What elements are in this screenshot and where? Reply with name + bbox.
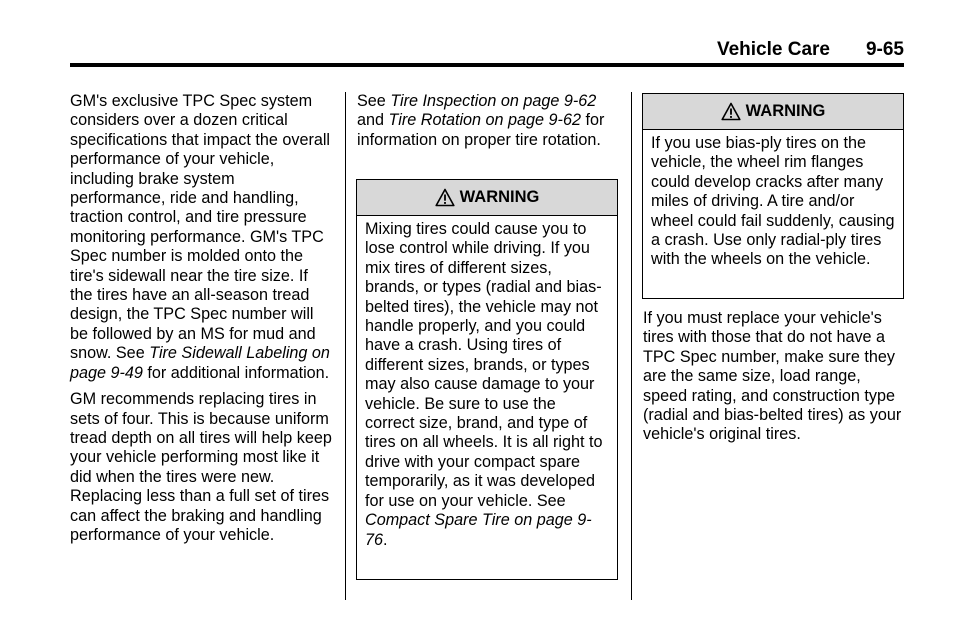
warning-triangle-icon	[435, 188, 455, 207]
warning-body: If you use bias-ply tires on the vehicle, the wheel rim flanges could develop cracks after many miles of driving. A tire and/or wheel could fail suddenly, causing a crash. Use only radial-ply tires with the wheels on the vehicle.	[651, 134, 895, 269]
column-1	[70, 92, 332, 545]
warning-triangle-icon	[721, 102, 741, 121]
warning-body	[357, 216, 617, 550]
paragraph-see-inspection	[357, 92, 619, 150]
link-tire-inspection[interactable]: Tire Inspection on page 9-62	[390, 92, 597, 110]
warning-text: Mixing tires could cause you to lose control while driving. If you mix tires of different sizes, brands, or types (radial and bias-belted tires), the vehicle may not handle properly, and you could have a crash. Using tires of different sizes, brands, or types may also cause damage to your vehicle. Be sure to use the correct size, brand, and type of tires on all wheels. It is all right to drive with your compact spare temporarily, as it was developed for use on your vehicle. See	[365, 220, 603, 510]
warning-box-bias-ply	[642, 93, 904, 299]
column-3	[643, 309, 905, 445]
warning-box-mixing-tires	[356, 179, 618, 580]
link-tire-sidewall-labeling[interactable]: Tire Sidewall Labeling on page 9-49	[70, 344, 330, 382]
paragraph-text-end: for additional information.	[142, 363, 330, 382]
and-text: and	[357, 111, 389, 130]
column-2	[357, 92, 619, 150]
warning-header	[643, 94, 903, 130]
link-tire-rotation[interactable]: Tire Rotation on page 9-62	[388, 111, 581, 130]
paragraph-text: GM's exclusive TPC Spec system considers over a dozen critical specifications that impact the overall performance of your vehicle, including brake system performance, ride and handling, traction control, and tire pressure monitoring performance. GM's TPC Spec number is molded onto the tire's sidewall near the tire size. If the tires have an all-season tread design, the TPC Spec number will be followed by an MS for mud and snow. See	[70, 92, 331, 363]
warning-label: WARNING	[459, 188, 540, 206]
paragraph-tpc-replacement: If you must replace your vehicle's tires with those that do not have a TPC Spec number, make sure they are the same size, load range, speed rating, and construction type (radial and bias-belted tires) as your vehicle's original tires.	[643, 309, 902, 444]
page-number: 9-65	[865, 39, 904, 60]
column-divider-right	[631, 92, 632, 600]
paragraph-tpc-spec	[70, 92, 332, 383]
warning-text-end: .	[383, 530, 388, 549]
section-title: Vehicle Care	[716, 39, 830, 60]
see-text: See	[357, 92, 391, 110]
paragraph-replacing-tires: GM recommends replacing tires in sets of four. This is because uniform tread depth on all tires will help keep your vehicle performing most like it did when the tires were new. Replacing less than a full set of tires can affect the braking and handling performance of your vehicle.	[70, 390, 332, 544]
column-divider-left	[345, 92, 346, 600]
paragraph-end-text: for information on proper tire rotation.	[357, 111, 605, 149]
link-compact-spare-tire[interactable]: Compact Spare Tire on page 9-76	[365, 511, 592, 549]
warning-header	[357, 180, 617, 216]
header-rule	[70, 63, 904, 67]
warning-label: WARNING	[745, 102, 826, 120]
